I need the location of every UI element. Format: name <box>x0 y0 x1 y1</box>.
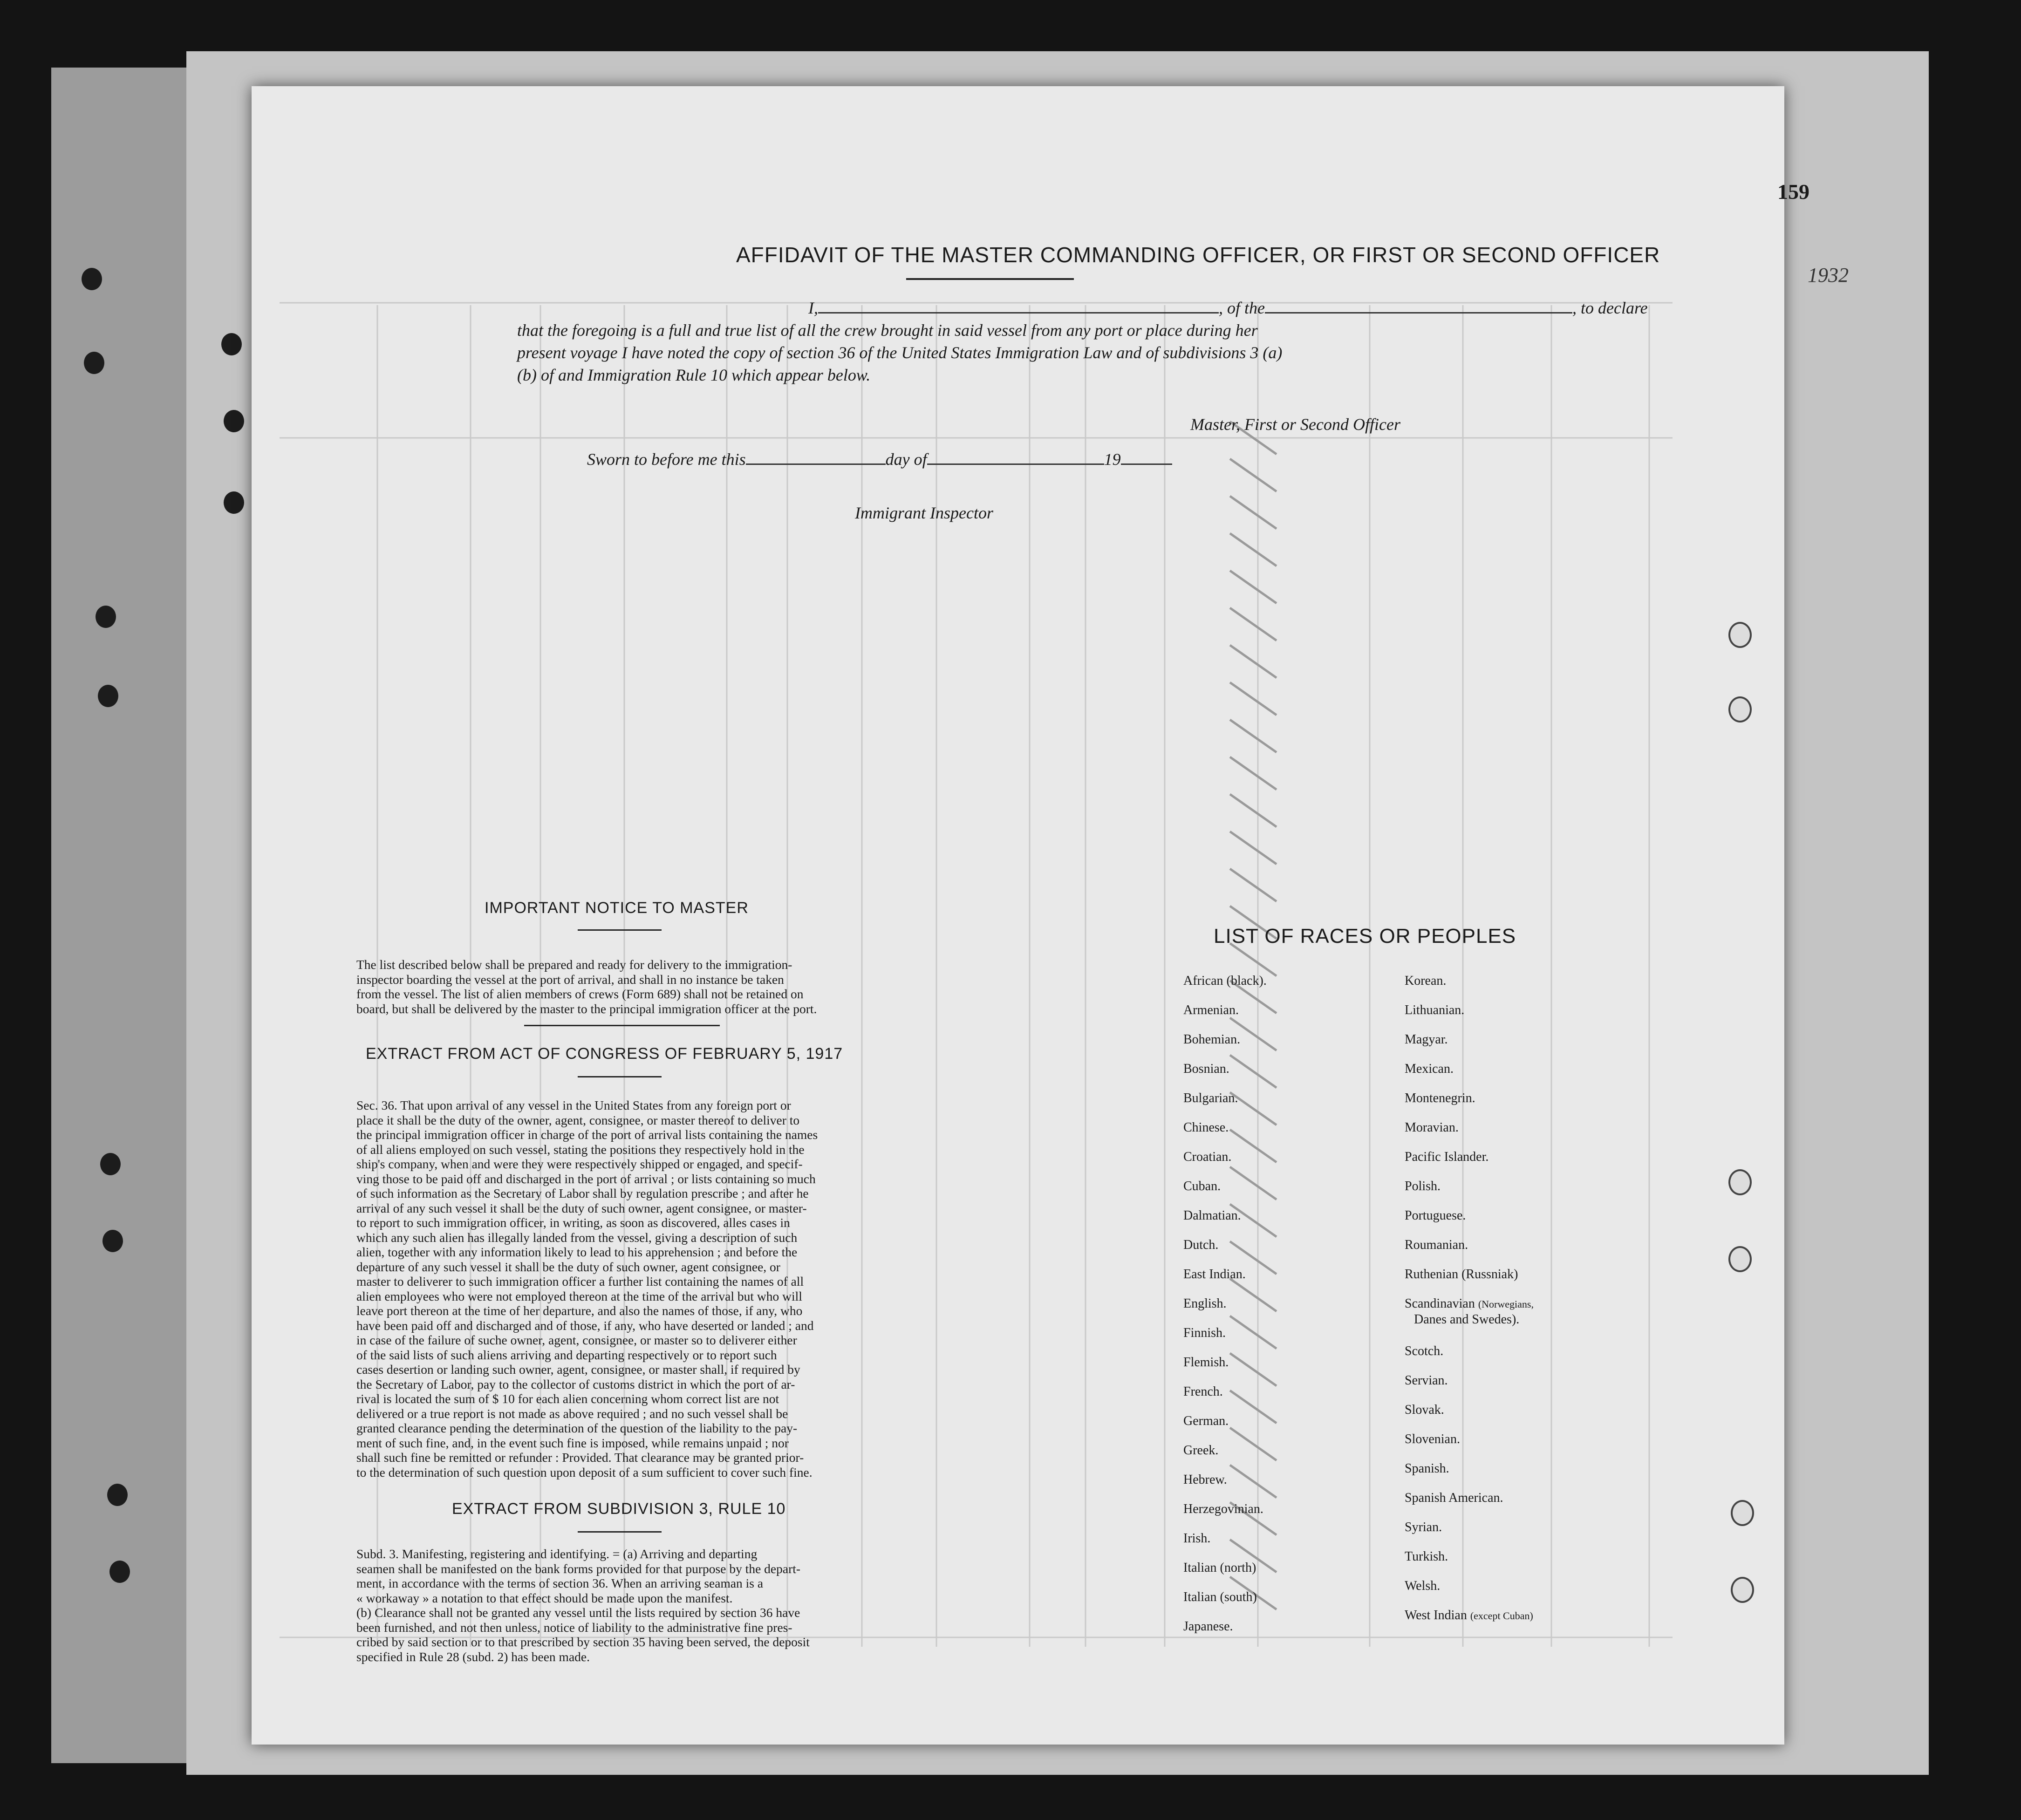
notice-text <box>356 957 932 1016</box>
race-left: Bulgarian. <box>1183 1091 1238 1105</box>
declaration-line-1 <box>808 298 1648 318</box>
notice-end-rule <box>524 1025 720 1026</box>
race-right: Welsh. <box>1405 1579 1441 1593</box>
binder-ring <box>1728 1246 1752 1272</box>
binder-hole <box>82 268 102 290</box>
binder-hole <box>107 1484 128 1506</box>
act-line: arrival of any such vessel it shall be the duty of such owner, agent consignee, or master- <box>356 1200 807 1215</box>
act-line: shall such fine be remitted or refunder : Provided. That clearance may be granted prior- <box>356 1450 804 1465</box>
race-right: Syrian. <box>1405 1520 1442 1534</box>
act-line: master to deliverer to such immigration officer a further list containing the names of all <box>356 1274 804 1288</box>
act-line: to the determination of such question upon deposit of a sum sufficient to cover such fine. <box>356 1465 812 1479</box>
binder-hole <box>221 333 242 355</box>
rule-line: « workaway » a notation to that effect should be made upon the manifest. <box>356 1590 733 1605</box>
race-right: Spanish. <box>1405 1461 1449 1476</box>
race-right: Moravian. <box>1405 1120 1459 1135</box>
race-right: Roumanian. <box>1405 1238 1468 1252</box>
act-extract-underline <box>578 1076 662 1077</box>
vessel-name-blank <box>1265 312 1572 314</box>
scandinavian-note: (Norwegians, <box>1478 1298 1534 1310</box>
act-line: Sec. 36. That upon arrival of any vessel in the United States from any foreign port or <box>356 1098 791 1112</box>
year-prefix: 19 <box>1104 450 1121 469</box>
race-right: Portuguese. <box>1405 1208 1466 1223</box>
race-right: Slovenian. <box>1405 1432 1460 1446</box>
race-right: Ruthenian (Russniak) <box>1405 1267 1518 1281</box>
race-left: Armenian. <box>1183 1003 1239 1017</box>
act-line: ship's company, when and were they were respectively shipped or engaged, and specif- <box>356 1157 803 1171</box>
notice-line: from the vessel. The list of alien members of crews (Form 689) shall not be retained on <box>356 987 804 1001</box>
rule-line: ment, in accordance with the terms of section 36. When an arriving seaman is a <box>356 1576 764 1590</box>
race-left: Italian (south) <box>1183 1590 1257 1604</box>
race-left: French. <box>1183 1384 1223 1399</box>
race-left: Finnish. <box>1183 1326 1226 1340</box>
race-right: Lithuanian. <box>1405 1003 1465 1017</box>
binder-ring <box>1728 622 1752 648</box>
binder-hole <box>109 1561 130 1583</box>
races-title: LIST OF RACES OR PEOPLES <box>1214 925 1516 947</box>
declaration-line-4: (b) of and Immigration Rule 10 which appear below. <box>517 366 871 384</box>
rule-line: been furnished, and not then unless, notice of liability to the administrative fine pres- <box>356 1620 792 1635</box>
race-left: Greek. <box>1183 1443 1219 1458</box>
handwritten-year: 1932 <box>1808 264 1849 286</box>
rule-extract-text <box>356 1547 932 1664</box>
act-line: of the said lists of such aliens arriving and departing respectively or to report such <box>356 1347 777 1362</box>
race-left: Irish. <box>1183 1531 1211 1546</box>
sworn-line <box>587 450 1172 469</box>
act-line: rival is located the sum of $ 10 for each alien concerning whom correct list are not <box>356 1391 779 1406</box>
rule-line: Subd. 3. Manifesting, registering and identifying. = (a) Arriving and departing <box>356 1547 758 1561</box>
race-left: English. <box>1183 1296 1227 1311</box>
race-right: Slovak. <box>1405 1403 1444 1417</box>
notice-underline <box>578 929 662 931</box>
race-right: Polish. <box>1405 1179 1441 1193</box>
act-line: the Secretary of Labor, pay to the collector of customs district in which the port of ar- <box>356 1377 795 1391</box>
act-line: of all aliens employed on such vessel, stating the positions they respectively hold in the <box>356 1142 805 1157</box>
rule-line: cribed by said section or to that prescribed by section 35 having been served, the deposit <box>356 1635 810 1649</box>
race-right-scandinavian <box>1405 1296 1534 1311</box>
act-line: which any such alien has illegally landed from the vessel, giving a description of such <box>356 1230 798 1245</box>
act-line: the principal immigration officer in charge of the port of arrival lists containing the names <box>356 1127 818 1142</box>
rule-extract-title: EXTRACT FROM SUBDIVISION 3, RULE 10 <box>452 1500 786 1518</box>
act-line: have been paid off and discharged and of those, if any, who have deserted or landed ; and <box>356 1318 814 1333</box>
day-of-text: day of <box>885 450 927 469</box>
rule-line: (b) Clearance shall not be granted any vessel until the lists required by section 36 have <box>356 1605 800 1620</box>
rule-line: specified in Rule 28 (subd. 2) has been made. <box>356 1649 590 1664</box>
race-right: Magyar. <box>1405 1032 1448 1047</box>
binder-hole <box>98 685 118 707</box>
binder-ring <box>1728 696 1752 723</box>
act-line: alien, together with any information likely to lead to his apprehension ; and before the <box>356 1245 798 1259</box>
binder-ring <box>1731 1500 1754 1526</box>
affidavit-title: AFFIDAVIT OF THE MASTER COMMANDING OFFICER, OR FIRST OR SECOND OFFICER <box>736 243 1660 267</box>
binder-hole <box>224 491 244 514</box>
act-line: to report to such immigration officer, in writing, as soon as discovered, alles cases in <box>356 1215 790 1230</box>
act-line: departure of any such vessel it shall be the duty of such owner, agent consignee, or <box>356 1259 780 1274</box>
act-line: in case of the failure of suche owner, agent, consignee, or master so to deliverer either <box>356 1333 797 1347</box>
race-right: West Indian <box>1405 1608 1467 1622</box>
binder-ring <box>1731 1577 1754 1603</box>
binder-hole <box>84 352 104 374</box>
race-left: Cuban. <box>1183 1179 1221 1193</box>
act-line: ment of such fine, and, in the event such fine is imposed, while remains unpaid ; nor <box>356 1435 789 1450</box>
race-right: Pacific Islander. <box>1405 1150 1489 1164</box>
day-blank <box>746 464 886 465</box>
race-right: Scandinavian <box>1405 1296 1475 1311</box>
act-extract-text <box>356 1098 932 1479</box>
race-right: Scotch. <box>1405 1344 1444 1358</box>
rule-extract-underline <box>578 1531 662 1533</box>
declarant-name-blank <box>818 312 1219 314</box>
race-left: German. <box>1183 1414 1229 1428</box>
race-right: Servian. <box>1405 1373 1448 1388</box>
race-left: Italian (north) <box>1183 1561 1256 1575</box>
binder-hole <box>224 410 244 432</box>
race-left: Flemish. <box>1183 1355 1229 1370</box>
notice-line: board, but shall be delivered by the master to the principal immigration officer at the port. <box>356 1001 817 1016</box>
act-line: delivered or a true report is not made as above required ; and no such vessel shall be <box>356 1406 788 1421</box>
act-line: leave port thereon at the time of her departure, and also the names of those, if any, who <box>356 1303 803 1318</box>
notice-title: IMPORTANT NOTICE TO MASTER <box>485 899 749 917</box>
act-line: ving those to be paid off and discharged in the port of arrival ; or lists containing so much <box>356 1171 816 1186</box>
act-line: alien employees who were not employed thereon at the time of the arrival but who will <box>356 1288 802 1303</box>
month-blank <box>927 464 1104 465</box>
race-left: Bohemian. <box>1183 1032 1241 1047</box>
title-underline <box>906 278 1074 280</box>
of-the-text: , of the <box>1219 299 1265 317</box>
act-line: place it shall be the duty of the owner, agent, consignee, or master thereof to deliver to <box>356 1112 800 1127</box>
race-right-west-indian <box>1405 1608 1533 1623</box>
race-right: Turkish. <box>1405 1549 1448 1564</box>
race-left: Herzegovinian. <box>1183 1502 1263 1516</box>
sworn-text: Sworn to before me this <box>587 450 746 469</box>
act-line: of such information as the Secretary of Labor shall by regulation prescribe ; and after he <box>356 1186 809 1200</box>
act-line: granted clearance pending the determination of the question of the liability to the pay- <box>356 1421 798 1435</box>
race-left: East Indian. <box>1183 1267 1246 1281</box>
affidavit-page <box>252 86 1784 1745</box>
act-extract-title: EXTRACT FROM ACT OF CONGRESS OF FEBRUARY 5, 1917 <box>366 1045 843 1063</box>
race-left: Hebrew. <box>1183 1472 1227 1487</box>
race-right: Korean. <box>1405 974 1447 988</box>
notice-line: The list described below shall be prepared and ready for delivery to the immigration- <box>356 957 792 972</box>
notice-line: inspector boarding the vessel at the port of arrival, and shall in no instance be taken <box>356 972 784 987</box>
year-blank <box>1121 464 1172 465</box>
declarant-prefix: I, <box>808 299 818 317</box>
race-left: Chinese. <box>1183 1120 1229 1135</box>
race-left: Bosnian. <box>1183 1062 1229 1076</box>
binder-hole <box>96 606 116 628</box>
scandinavian-note-2: Danes and Swedes). <box>1414 1312 1520 1327</box>
race-left: Croatian. <box>1183 1150 1232 1164</box>
race-left: Dalmatian. <box>1183 1208 1241 1223</box>
binder-ring <box>1728 1169 1752 1195</box>
declaration-line-3: present voyage I have noted the copy of section 36 of the United States Immigration Law and of subdivisions 3 (a) <box>517 343 1283 362</box>
binder-hole <box>102 1230 123 1252</box>
race-left: African (black). <box>1183 974 1267 988</box>
declaration-line-2: that the foregoing is a full and true list of all the crew brought in said vessel from any port or place during her <box>517 321 1258 340</box>
west-indian-note: (except Cuban) <box>1470 1610 1533 1622</box>
to-declare-text: , to declare <box>1572 299 1648 317</box>
race-left: Japanese. <box>1183 1619 1233 1634</box>
race-right: Montenegrin. <box>1405 1091 1475 1105</box>
inspector-label: Immigrant Inspector <box>855 504 993 522</box>
act-line: cases desertion or landing such owner, agent, consignee, or master shall, if required by <box>356 1362 800 1377</box>
page-number: 159 <box>1777 180 1809 204</box>
race-right: Mexican. <box>1405 1062 1454 1076</box>
officer-signature-label: Master, First or Second Officer <box>1190 415 1400 434</box>
race-left: Dutch. <box>1183 1238 1219 1252</box>
race-right: Spanish American. <box>1405 1491 1503 1505</box>
rule-line: seamen shall be manifested on the bank forms provided for that purpose by the depart- <box>356 1561 801 1576</box>
binder-hole <box>100 1153 121 1175</box>
